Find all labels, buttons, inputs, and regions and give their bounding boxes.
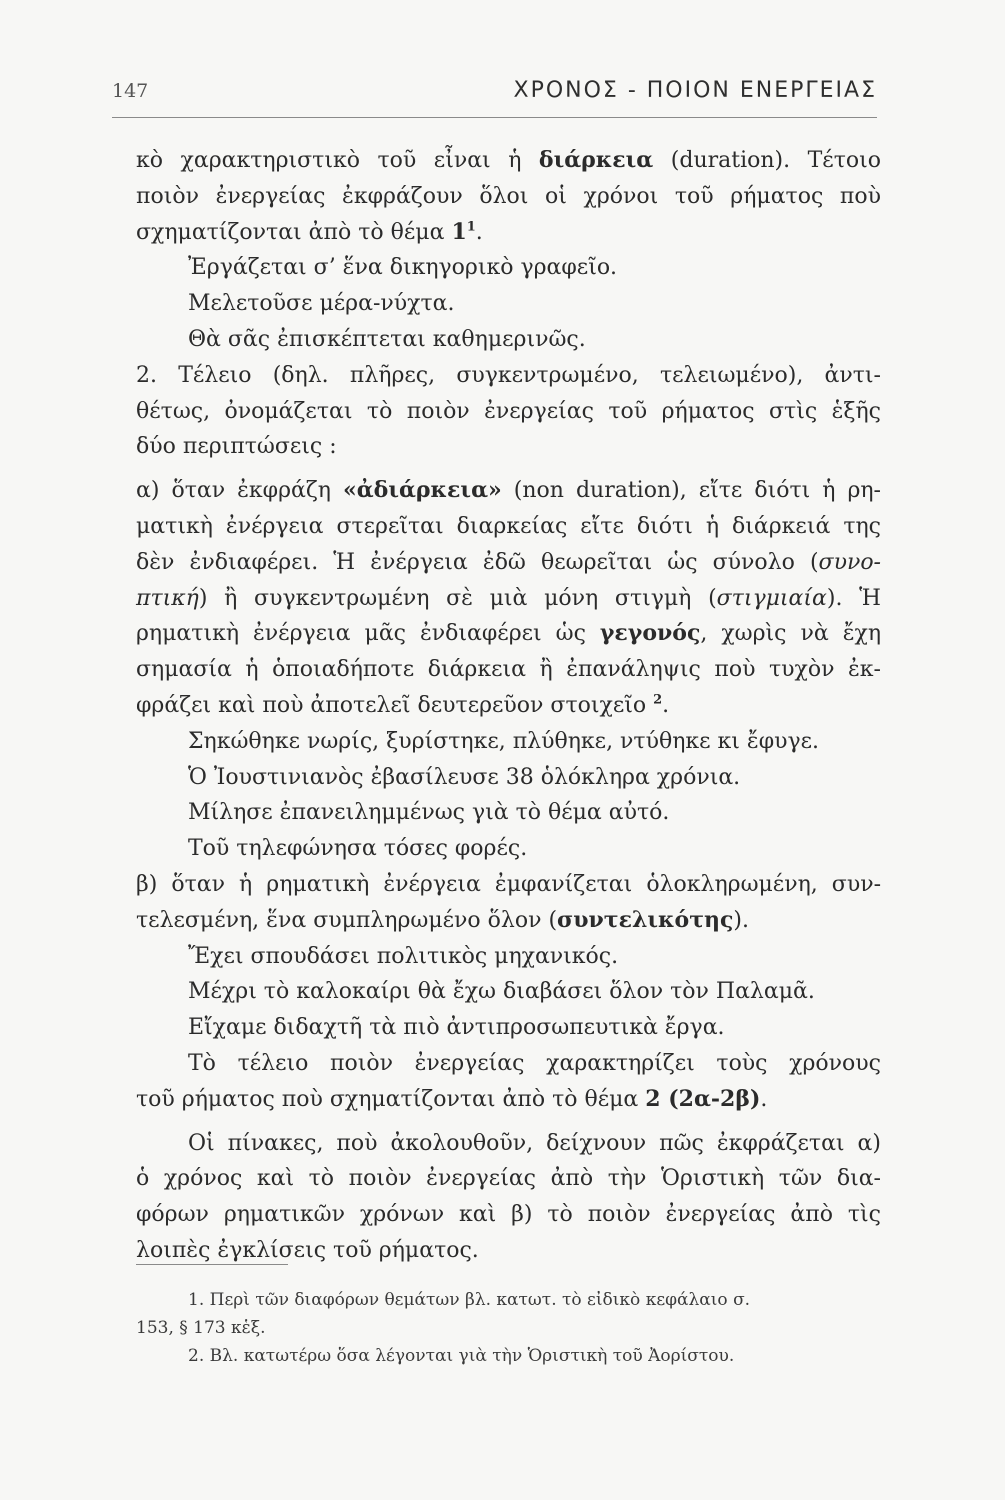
- text-segment: ματικὴ ἐνέργεια στερεῖται διαρκείας εἴτε διότι ἡ διάρκειά της: [136, 513, 881, 539]
- text-segment: 2 (2α-2β): [645, 1085, 761, 1112]
- text-segment: σημασία ἡ ὁποιαδήποτε διάρκεια ἢ ἐπανάληψις ποὺ τυχὸν ἐκ-: [136, 657, 881, 683]
- text-segment: «ἀδιάρκεια»: [343, 477, 502, 504]
- text-segment: φράζει καὶ ποὺ ἀποτελεῖ δευτερεῦον στοιχεῖο: [136, 692, 654, 718]
- text-line: [136, 250, 881, 286]
- text-line: [136, 394, 881, 430]
- text-line: [136, 1082, 881, 1118]
- text-segment: ).: [733, 907, 749, 933]
- text-segment: τελεσμένη, ἕνα συμπληρωμένο ὅλον (: [136, 907, 558, 933]
- text-segment: ποιὸν ἐνεργείας ἐκφράζουν ὅλοι οἱ χρόνοι τοῦ ρήματος ποὺ: [136, 183, 881, 209]
- text-line: [136, 616, 881, 652]
- text-segment: λοιπὲς ἐγκλίσεις τοῦ ρήματος.: [136, 1237, 479, 1263]
- text-segment: σχηματίζονται ἀπὸ τὸ θέμα: [136, 219, 452, 245]
- text-line: [136, 795, 881, 831]
- text-line: [136, 760, 881, 796]
- text-segment: συνο-: [818, 549, 881, 575]
- text-segment: Εἴχαμε διδαχτῆ τὰ πιὸ ἀντιπροσωπευτικὰ ἔργα.: [188, 1015, 725, 1041]
- header-rule: [112, 117, 877, 118]
- running-title: ΧΡΟΝΟΣ - ΠΟΙΟΝ ΕΝΕΡΓΕΙΑΣ: [513, 78, 877, 103]
- text-segment: Σηκώθηκε νωρίς, ξυρίστηκε, πλύθηκε, ντύθηκε κι ἔφυγε.: [188, 728, 820, 754]
- text-line: [136, 143, 881, 179]
- footnote-line: 153, § 173 κἑξ.: [136, 1318, 266, 1338]
- text-line: [136, 179, 881, 215]
- text-segment: 2. Τέλειο (δηλ. πλῆρες, συγκεντρωμένο, τελειωμένο), ἀντι-: [136, 362, 881, 388]
- text-segment: Μέχρι τὸ καλοκαίρι θὰ ἔχω διαβάσει ὅλον τὸν Παλαμᾶ.: [188, 979, 815, 1005]
- text-line: [136, 1126, 881, 1162]
- text-line: [136, 903, 881, 939]
- text-segment: ὁ χρόνος καὶ τὸ ποιὸν ἐνεργείας ἀπὸ τὴν Ὁριστικὴ τῶν δια-: [136, 1166, 881, 1192]
- text-line: [136, 215, 881, 251]
- text-segment: α) ὅταν ἐκφράζη: [136, 478, 343, 504]
- text-line: [136, 939, 881, 975]
- text-line: [136, 286, 881, 322]
- text-segment: ). Ἡ: [826, 585, 881, 611]
- text-line: [136, 974, 881, 1010]
- text-segment: Οἱ πίνακες, ποὺ ἀκολουθοῦν, δείχνουν πῶς ἐκφράζεται α): [188, 1130, 881, 1156]
- body-text: [136, 143, 881, 1269]
- text-segment: .: [760, 1086, 768, 1112]
- text-segment: Τὸ τέλειο ποιὸν ἐνεργείας χαρακτηρίζει τοὺς χρόνους: [188, 1050, 881, 1076]
- text-line: [136, 867, 881, 903]
- text-line: [136, 652, 881, 688]
- text-line: [136, 1161, 881, 1197]
- text-segment: .: [662, 692, 670, 718]
- text-segment: δὲν ἐνδιαφέρει. Ἡ ἐνέργεια ἐδῶ θεωρεῖται ὡς σύνολο (: [136, 549, 819, 575]
- text-segment: .: [475, 219, 483, 245]
- text-segment: 1: [451, 218, 467, 245]
- page-header: [112, 78, 877, 103]
- text-line: [136, 473, 881, 509]
- footnotes: [136, 1286, 881, 1370]
- text-segment: δύο περιπτώσεις :: [136, 434, 337, 460]
- text-line: [136, 1197, 881, 1233]
- footnote-rule: [136, 1264, 288, 1265]
- text-segment: Μίλησε ἐπανειλημμένως γιὰ τὸ θέμα αὐτό.: [188, 800, 670, 826]
- text-segment: συντελικότης: [557, 906, 734, 933]
- text-line: [136, 1010, 881, 1046]
- text-segment: στιγμιαία: [716, 585, 827, 611]
- text-line: [136, 429, 881, 465]
- text-line: [136, 581, 881, 617]
- text-segment: (duration). Τέτοιο: [653, 148, 881, 173]
- text-segment: Τοῦ τηλεφώνησα τόσες φορές.: [188, 836, 528, 862]
- text-line: [136, 688, 881, 724]
- text-segment: διάρκεια: [538, 147, 654, 173]
- text-line: [136, 358, 881, 394]
- text-segment: τοῦ ρήματος ποὺ σχηματίζονται ἀπὸ τὸ θέμα: [136, 1086, 646, 1112]
- text-segment: ) ἢ συγκεντρωμένη σὲ μιὰ μόνη στιγμὴ (: [198, 585, 717, 611]
- text-segment: φόρων ρηματικῶν χρόνων καὶ β) τὸ ποιὸν ἐνεργείας ἀπὸ τὶς: [136, 1202, 881, 1228]
- footnote-marker: 1: [466, 219, 476, 235]
- footnote-line: 1. Περὶ τῶν διαφόρων θεμάτων βλ. κατωτ. τὸ εἰδικὸ κεφάλαιο σ.: [188, 1290, 751, 1310]
- footnote-marker: 2: [653, 692, 663, 708]
- text-line: [136, 545, 881, 581]
- text-segment: β) ὅταν ἡ ρηματικὴ ἐνέργεια ἐμφανίζεται ὁλοκληρωμένη, συν-: [136, 871, 881, 897]
- text-segment: (non duration), εἴτε διότι ἡ ρη-: [501, 478, 881, 504]
- text-segment: Ἔχει σπουδάσει πολιτικὸς μηχανικός.: [188, 943, 619, 969]
- text-line: [136, 1046, 881, 1082]
- text-segment: θέτως, ὀνομάζεται τὸ ποιὸν ἐνεργείας τοῦ ρήματος στὶς ἑξῆς: [136, 398, 881, 424]
- page-number: 147: [112, 80, 149, 102]
- text-segment: Ἐργάζεται σ’ ἕνα δικηγορικὸ γραφεῖο.: [188, 255, 618, 281]
- text-segment: πτική: [136, 585, 199, 611]
- text-line: [136, 509, 881, 545]
- footnote-line: 2. Βλ. κατωτέρω ὅσα λέγονται γιὰ τὴν Ὁριστικὴ τοῦ Ἀορίστου.: [188, 1346, 735, 1366]
- text-line: [136, 322, 881, 358]
- text-segment: , χωρὶς νὰ ἔχη: [700, 621, 882, 647]
- text-segment: Μελετοῦσε μέρα-νύχτα.: [188, 291, 455, 317]
- text-segment: Θὰ σᾶς ἐπισκέπτεται καθημερινῶς.: [188, 326, 586, 352]
- text-segment: γεγονός: [599, 620, 701, 647]
- text-segment: κὸ χαρακτηριστικὸ τοῦ εἶναι ἡ: [136, 148, 539, 173]
- text-line: [136, 724, 881, 760]
- text-line: [136, 831, 881, 867]
- text-segment: Ὁ Ἰουστινιανὸς ἐβασίλευσε 38 ὁλόκληρα χρόνια.: [188, 764, 741, 790]
- text-segment: ρηματικὴ ἐνέργεια μᾶς ἐνδιαφέρει ὡς: [136, 621, 600, 647]
